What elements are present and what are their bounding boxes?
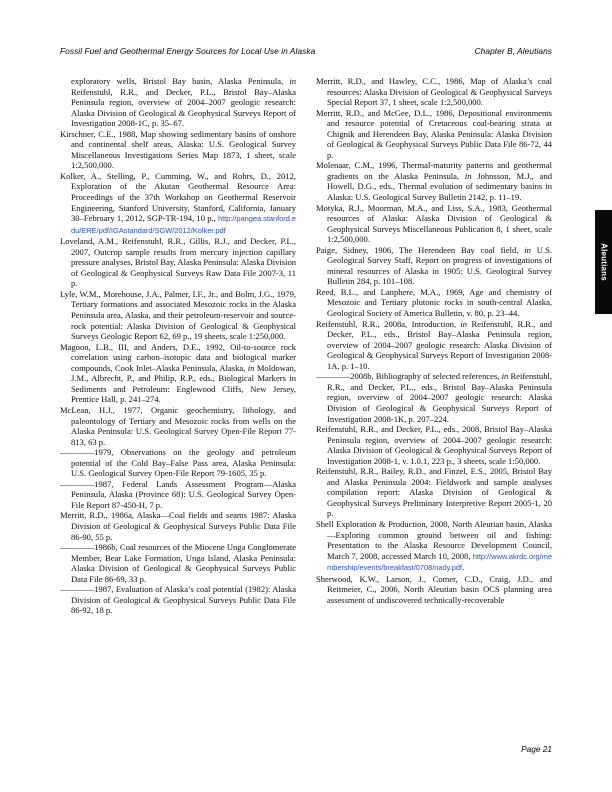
reference-entry [316,466,552,519]
running-head-title: Fossil Fuel and Geothermal Energy Sources for Local Use in Alaska [60,46,316,56]
reference-entry [316,574,552,606]
reference-entry [316,76,552,108]
reference-text: Moldowan, J.M., Albrecht, P., and Philip, R.P., eds., Biological Markers in Sediments and Petroleum: Englewood Cliffs, New Jersey, Prentice Hall, p. 241–274. [71,362,296,405]
page-number: Page 21 [521,744,552,754]
side-tab-label: Aleutians [599,243,608,281]
reference-in-italic: in [524,244,531,255]
reference-text: Kolker, A., Stelling, P., Cumming, W., and Rohrs, D., 2012, Exploration of the Akutan Geothermal Resource Area: Proceedings of the 37th Workshop on Geothermal Reservoir Engineering, Stanford University, Stanford, California, January 30–February 1, 2012, SGP-TR-194, 10 p., [60,170,296,224]
reference-text: Reifenstuhl, R.R., and Decker, P.L., Bristol Bay–Alaska Peninsula region, overview of 2004–2007 geologic research: Alaska Division of Geological & Geophysical Surveys Report of Investigation 2008-1C, p. 35–67. [71,86,296,129]
reference-text: U.S. Geological Survey Staff, Report on progress of investigations of mineral resources of Alaska in 1905: U.S. Geological Survey Bulletin 284, p. 101–108. [327,244,552,287]
chapter-side-tab [595,210,612,314]
reference-entry [60,76,296,129]
reference-entry [60,584,296,616]
running-head-chapter: Chapter B, Aleutians [474,46,552,56]
reference-entry [60,171,296,236]
reference-entry [60,342,296,405]
reference-entry [316,203,552,245]
reference-text: Reifenstuhl, R.R., and Decker, P.L., eds., Bristol Bay–Alaska Peninsula region, overview of 2004–2007 geologic research: Alaska Division of Geological & Geophysical Surveys Report of Investigation 2008-1K, p. 207–224. [327,371,552,424]
reference-text: Loveland, A.M., Reifenstuhl, R.R., Gillis, R.J., and Decker, P.L., 2007, Outcrop sample results from mercury injection capillary pressure analyses, Bristol Bay, Alaska Peninsula: Alaska Division of Geological & Geophysical Surveys Raw Data File 2007-3, 11 p. [60,236,296,289]
reference-text: Merritt, R.D., and Hawley, C.C., 1986, Map of Alaska’s coal resources: Alaska Division of Geological & Geophysical Surveys Special Report 37, 1 sheet, scale 1:2,500,000. [316,76,552,108]
reference-entry [60,405,296,447]
reference-text: Kirschner, C.E., 1988, Map showing sedimentary basins of onshore and continental shelf areas, Alaska: U.S. Geological Survey Miscellaneous Investigations Series Map 1873, 1 sheet, scale 1:2,500,000. [60,128,296,171]
reference-text: ————1986b, Coal resources of the Miocene Unga Conglomerate Member, Bear Lake Formation, Unga Island, Alaska Peninsula: Alaska Division of Geological & Geophysical Surveys Public Data File 86-69, 33 p. [60,542,296,584]
running-head [60,46,552,62]
reference-in-italic: in [247,362,255,373]
reference-text: ————2008b, Bibliography of selected references, [316,371,502,382]
page-footer [60,744,552,754]
reference-entry [60,479,296,511]
reference-text: Reifenstuhl, R.R., and Decker, P.L., eds., 2008, Bristol Bay–Alaska Peninsula region, overview of 2004–2007 geologic research: Alaska Division of Geological & Geophysical Surveys Report of Investigation 2008-1, v. 1.0.1, 223 p., 3 sheets, scale 1:50,000. [316,424,552,466]
reference-entry [60,542,296,584]
reference-text: Merritt, R.D., 1986a, Alaska—Coal fields and seams 1987: Alaska Division of Geological & Geophysical Surveys Public Data File 86-90, 55 p. [60,510,296,542]
reference-url-link[interactable]: http://www.akrdc.org/membership/events/breakfast/0708/nady.pdf [327,551,552,573]
reference-entry [316,319,552,372]
reference-text: ————1987, Evaluation of Alaska’s coal potential (1982): Alaska Division of Geological & Geophysical Surveys Public Data File 86-92, 18 p. [60,584,296,616]
reference-entry [316,287,552,319]
reference-entry [316,519,552,574]
reference-text: Paige, Sidney, 1906, The Herendeen Bay coal field, [316,244,525,255]
reference-columns [60,76,552,716]
reference-entry [316,108,552,161]
reference-text: Magoon, L.B., III, and Anders, D.E., 1992, Oil-to-source rock correlation using carbon–isotopic data and biological marker compounds, Cook Inlet–Alaska Peninsula, Alaska, [60,341,296,373]
reference-text: Motyka, R.J., Moorman, M.A., and Liss, S.A., 1983, Geothermal resources of Alaska: Alaska Division of Geological & Geophysical Surveys Miscellaneous Publication 8, 1 sheet, scale 1:2,500,000. [316,202,552,245]
reference-text: Reifenstuhl, R.R., 2008a, Introduction, [316,318,461,329]
right-column [316,76,552,716]
reference-text: exploratory wells, Bristol Bay basin, Alaska Peninsula, [71,76,290,86]
reference-text: Merritt, R.D., and McGee, D.L., 1986, Depositional environments and resource potential of Cretaceous coal-bearing strata at Chignik and Herendeen Bay, Alaska Peninsula: Alaska Division of Geological & Geophysical Surveys Public Data File 86-72, 44 p. [316,107,552,160]
reference-entry [60,236,296,289]
reference-entry [316,245,552,287]
reference-entry [60,447,296,479]
reference-text: Lyle, W.M., Morehouse, J.A., Palmer, I.F., Jr., and Bolm, J.G., 1979, Tertiary formations and associated Mesozoic rocks in the Alaska Peninsula area, Alaska, and their petroleum-reservoir and source-rock potential: Alaska Division of Geological & Geophysical Surveys Geologic Report 62, 69 p., 19 sheets, scale 1:250,000. [60,288,296,342]
left-column [60,76,296,716]
reference-text: Johnsson, M.J., and Howell, D.G., eds., Thermal evolution of sedimentary basins in Alaska: U.S. Geological Survey Bulletin 2142, p. 11–19. [327,170,552,203]
reference-entry [316,371,552,424]
reference-entry [316,160,552,202]
reference-text: ————1987, Federal Lands Assessment Program—Alaska Peninsula, Alaska (Province 68): U.S. Geological Survey Open-File Report 87-450-H, 7 p. [60,478,296,510]
reference-in-italic: in [289,76,296,86]
reference-in-italic: in [460,318,468,329]
reference-entry [60,289,296,342]
reference-text: Reed, B.L., and Lanphere, M.A., 1969, Age and chemistry of Mesozoic and Tertiary plutonic rocks in south-central Alaska, Geological Society of America Bulletin, v. 80, p. 23–44. [316,286,552,319]
reference-text: Shell Exploration & Production, 2008, North Aleutian basin, Alaska—Exploring common ground between oil and fishing: Presentation to the Alaska Resource Development Council, March 7, 2008, accessed March 10, 2008, [316,518,552,561]
reference-entry [60,510,296,542]
reference-text: . [462,562,465,573]
reference-text: Molenaar, C.M., 1996, Thermal-maturity patterns and geothermal gradients on the Alaska Peninsula, [316,160,552,181]
reference-in-italic: in [464,170,472,181]
reference-text: McLean, H.J., 1977, Organic geochemistry, lithology, and paleontology of Tertiary and Mesozoic rocks from wells on the Alaska Peninsula: U.S. Geological Survey Open-File Report 77-813, 63 p. [60,404,296,447]
reference-entry [316,424,552,466]
reference-text: Reifenstuhl, R.R., and Decker, P.L., eds., Bristol Bay–Alaska Peninsula region, overview of 2004–2007 geologic research: Alaska Division of Geological & Geophysical Surveys Report of Investigation 2008-1A, p. 1–10. [327,318,553,371]
reference-text: ————1979, Observations on the geology and petroleum potential of the Cold Bay–False Pass area, Alaska Peninsula: U.S. Geological Survey Open-File Report 79-1605, 35 p. [60,447,296,479]
reference-entry [60,129,296,171]
reference-text: Reifenstuhl, R.R., Bailey, R.D., and Finzel, E.S., 2005, Bristol Bay and Alaska Peninsula 2004: Fieldwork and sample analyses compilation report: Alaska Division of Geological & Geophysical Surveys Preliminary Interpretive Report 2005-1, 20 p. [316,466,552,519]
reference-text: Sherwood, K.W., Larson, J., Comer, C.D., Craig, J.D., and Reitmeier, C., 2006, North Aleutian basin OCS planning area assessment of undiscovered technically-recoverable [316,573,552,605]
reference-url-link[interactable]: http://pangea.stanford.edu/ERE/pdf/IGAstandard/SGW/2012/Kolker.pdf [71,214,296,235]
reference-in-italic: in [501,371,509,382]
